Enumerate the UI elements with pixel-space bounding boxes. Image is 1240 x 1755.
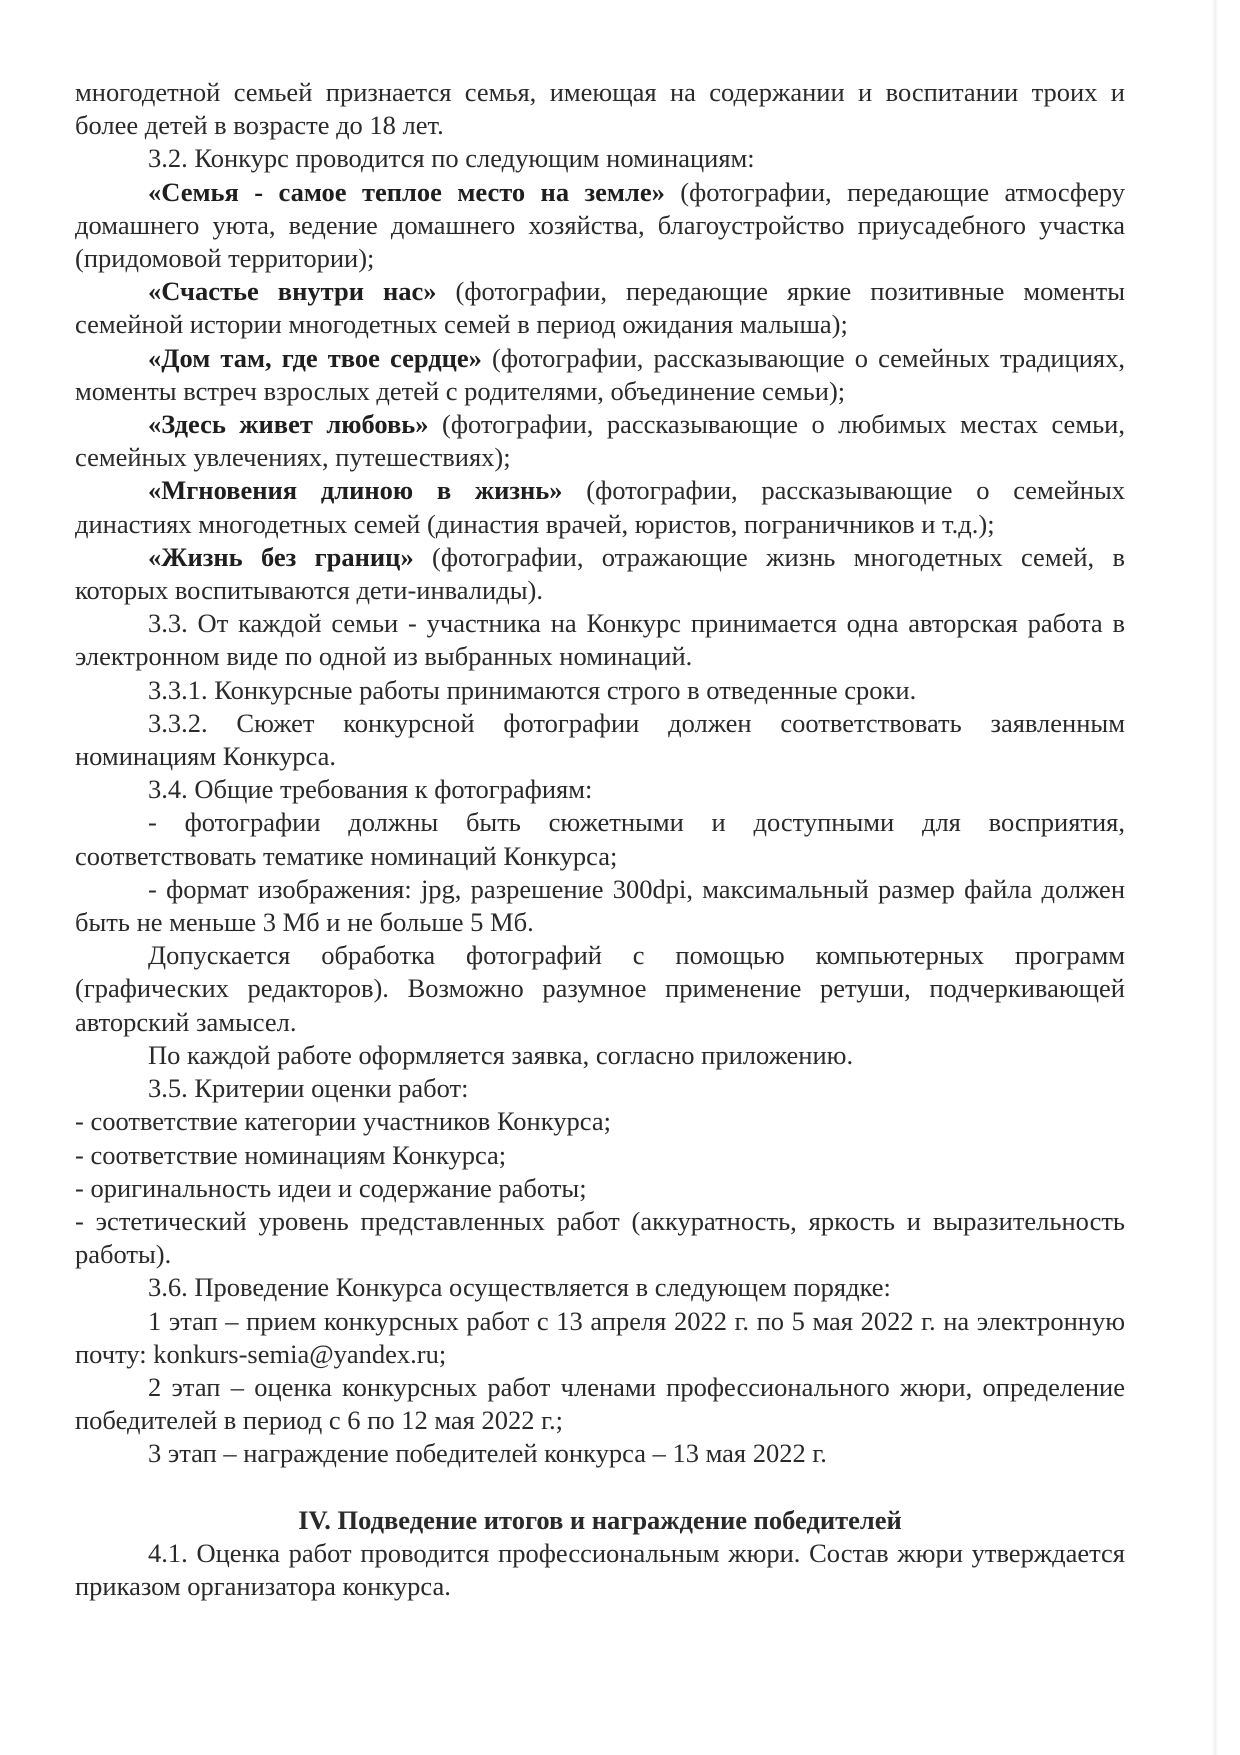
nomination-1-title: «Семья - самое теплое место на земле» <box>148 176 665 207</box>
nomination-4-text: (фотографии, рассказывающие о любимых местах семьи, семейных увлечениях, путешествиях); <box>75 409 1125 473</box>
nomination-2-text: (фотографии, передающие яркие позитивные моменты семейной истории многодетных семей в период ожидания малыша); <box>75 276 1125 340</box>
nomination-4-title: «Здесь живет любовь» <box>148 409 429 440</box>
requirement-plot: - фотографии должны быть сюжетными и доступными для восприятия, соответствовать тематике номинаций Конкурса; <box>75 807 1125 871</box>
requirement-format: - формат изображения: jpg, разрешение 300dpi, максимальный размер файла должен быть не меньше 3 Мб и не больше 5 Мб. <box>75 873 1125 938</box>
paragraph-3-3-2: 3.3.2. Сюжет конкурсной фотографии должен соответствовать заявленным номинациям Конкурса. <box>75 707 1125 772</box>
paragraph-processing: Допускается обработка фотографий с помощью компьютерных программ (графических редакторов). Возможно разумное применение ретуши, подчеркивающей авторский замысел. <box>75 940 1125 1037</box>
nomination-1 <box>75 176 1125 276</box>
criterion-nominations: - соответствие номинациям Конкурса; <box>75 1139 507 1170</box>
section-heading-4: IV. Подведение итогов и награждение победителей <box>298 1504 902 1535</box>
nomination-6 <box>75 541 1125 607</box>
criterion-aesthetic: - эстетический уровень представленных работ (аккуратность, яркость и выразительность работы). <box>75 1205 1125 1270</box>
nomination-5-title: «Мгновения длиною в жизнь» <box>148 475 563 506</box>
document-page <box>75 76 1125 1603</box>
stage-2: 2 этап – оценка конкурсных работ членами профессионального жюри, определение победителей в период с 6 по 12 мая 2022 г.; <box>75 1371 1125 1436</box>
nomination-3-text: (фотографии, рассказывающие о семейных традициях, моменты встреч взрослых детей с родителями, объединение семьи); <box>75 342 1125 406</box>
nomination-1-text: (фотографии, передающие атмосферу домашнего уюта, ведение домашнего хозяйства, благоустройство приусадебного участка (придомовой территории); <box>75 176 1126 274</box>
nomination-5 <box>75 474 1125 540</box>
paragraph-3-6: 3.6. Проведение Конкурса осуществляется в следующем порядке: <box>148 1272 891 1303</box>
criterion-originality: - оригинальность идеи и содержание работы; <box>75 1172 587 1203</box>
paragraph-4-1: 4.1. Оценка работ проводится профессиональным жюри. Состав жюри утверждается приказом организатора конкурса. <box>75 1537 1125 1601</box>
nomination-3-title: «Дом там, где твое сердце» <box>148 342 482 373</box>
nomination-5-text: (фотографии, рассказывающие о семейных династиях многодетных семей (династия врачей, юристов, пограничников и т.д.); <box>75 475 1125 539</box>
stage-1: 1 этап – прием конкурсных работ с 13 апреля 2022 г. по 5 мая 2022 г. на электронную почту: konkurs-semia@yandex.ru; <box>75 1305 1125 1369</box>
paragraph-3-2: 3.2. Конкурс проводится по следующим номинациям: <box>148 143 755 174</box>
paragraph-3-5: 3.5. Критерии оценки работ: <box>148 1073 469 1104</box>
nomination-6-text: (фотографии, отражающие жизнь многодетных семей, в которых воспитываются дети-инвалиды). <box>75 541 1125 606</box>
paragraph-3-4: 3.4. Общие требования к фотографиям: <box>148 774 593 805</box>
paragraph-large-family-definition: многодетной семьей признается семья, имеющая на содержании и воспитании троих и более детей в возрасте до 18 лет. <box>75 77 1125 141</box>
paragraph-3-3: 3.3. От каждой семьи - участника на Конкурс принимается одна авторская работа в электронном виде по одной из выбранных номинаций. <box>75 608 1125 672</box>
nomination-3 <box>75 342 1125 408</box>
nomination-6-title: «Жизнь без границ» <box>148 541 414 572</box>
nomination-4 <box>75 408 1125 474</box>
criterion-category: - соответствие категории участников Конкурса; <box>75 1106 611 1137</box>
stage-3: 3 этап – награждение победителей конкурса – 13 мая 2022 г. <box>148 1438 827 1469</box>
nomination-2-title: «Счастье внутри нас» <box>148 276 437 307</box>
paragraph-application: По каждой работе оформляется заявка, согласно приложению. <box>148 1039 854 1070</box>
nomination-2 <box>75 275 1125 341</box>
page-edge-shadow <box>1212 0 1218 1755</box>
paragraph-3-3-1: 3.3.1. Конкурсные работы принимаются строго в отведенные сроки. <box>148 674 917 705</box>
